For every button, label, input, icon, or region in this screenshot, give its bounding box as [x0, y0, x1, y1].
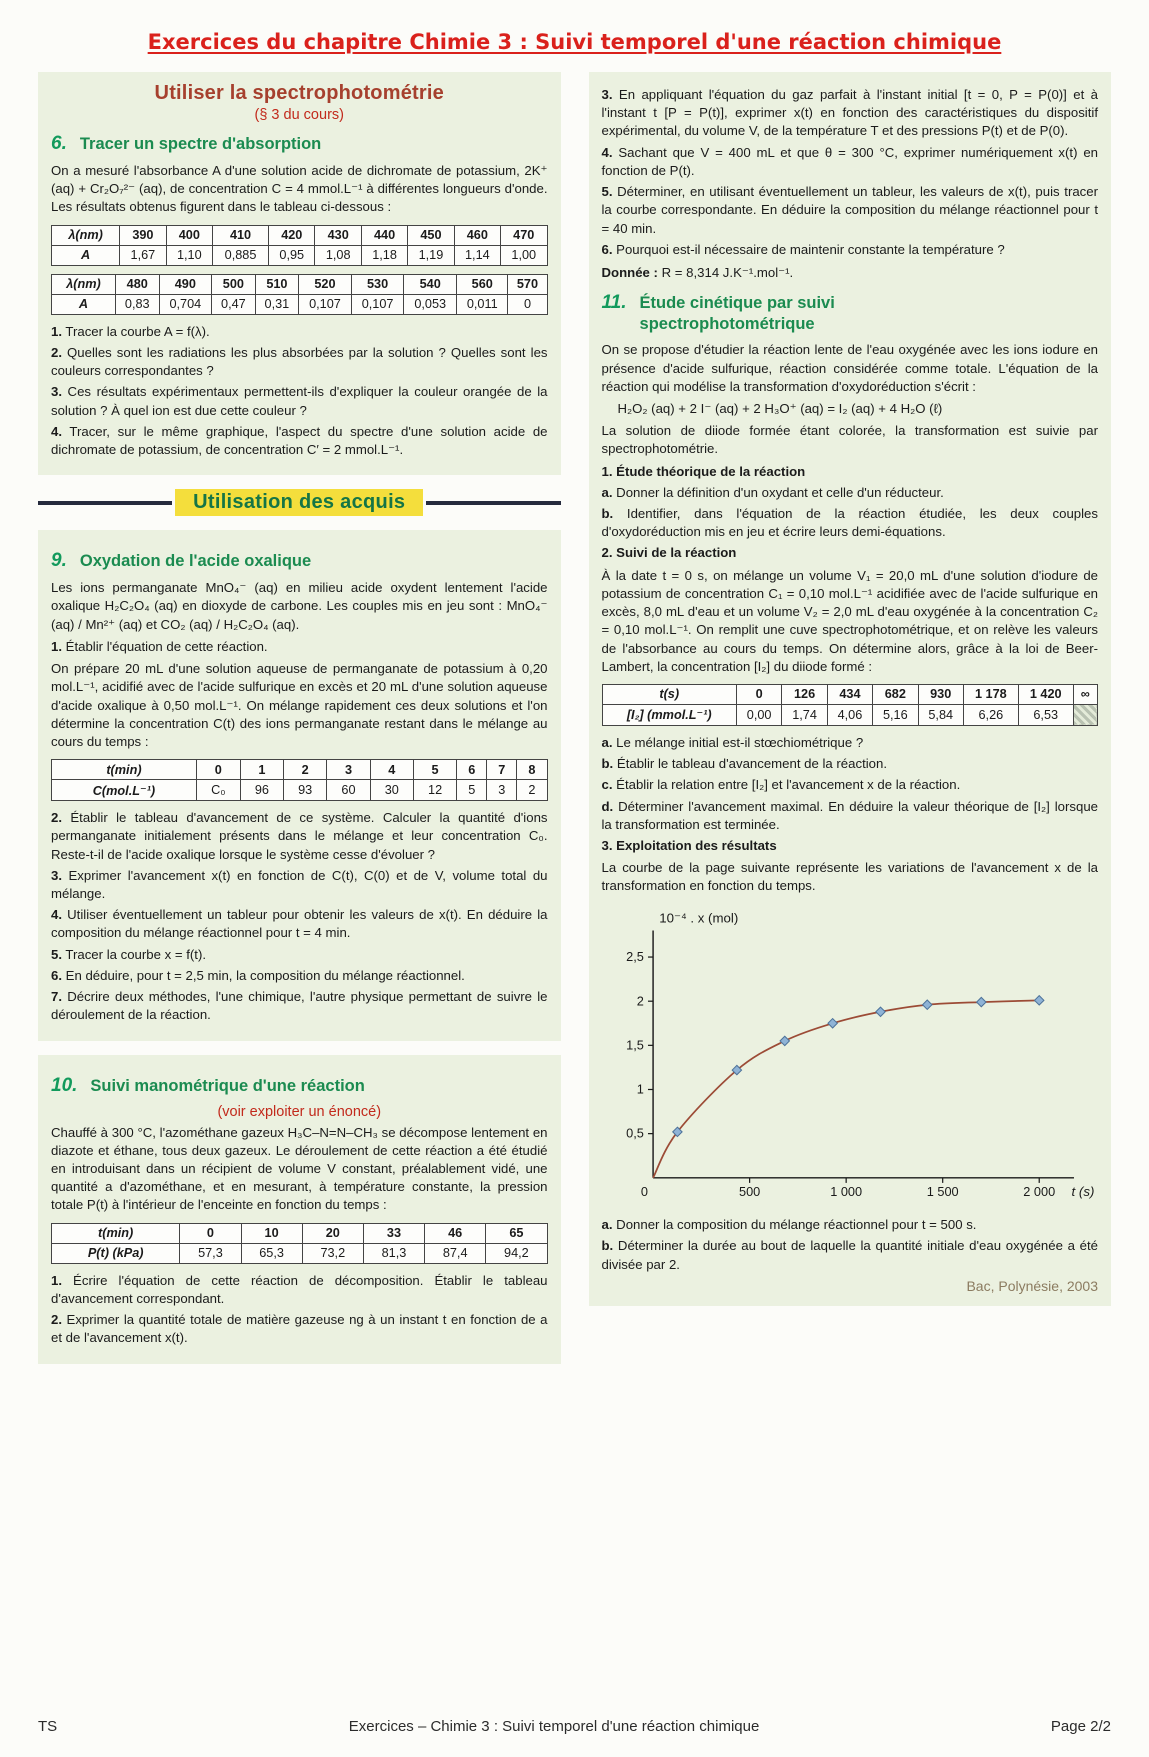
row-header-cell: A: [52, 245, 120, 265]
svg-text:2: 2: [636, 992, 644, 1008]
row-header-cell: t(min): [52, 760, 197, 780]
exercise-9-title: Oxydation de l'acide oxalique: [79, 552, 312, 571]
table-cell: 434: [827, 684, 872, 704]
section-subtitle: (§ 3 du cours): [254, 107, 344, 123]
exercise-11-part-1: [602, 463, 1099, 563]
exercise-6-intro: On a mesuré l'absorbance A d'une solution acide de dichromate de potassium, 2K⁺ (aq) + Cr₂O₇²⁻ (aq), de concentration C = 4 mmol.L⁻¹ à différentes longueurs d'onde. Les résultats obtenus figurent dans le tableau ci-dessous :: [51, 163, 548, 215]
table-cell: 930: [918, 684, 963, 704]
exercise-6-questions: [51, 323, 548, 460]
table-cell: 1,19: [408, 245, 454, 265]
question-number: 3.: [601, 838, 613, 854]
row-header-cell: C(mol.L⁻¹): [52, 780, 197, 801]
table-cell: 0: [180, 1223, 241, 1243]
table-cell: 6,53: [1018, 704, 1073, 725]
table-row: [602, 684, 1098, 704]
table-cell: C₀: [196, 780, 240, 801]
table-cell: 4: [370, 760, 413, 780]
table-cell: 1 420: [1018, 684, 1073, 704]
table-row: [52, 1243, 548, 1263]
question-item: 6. En déduire, pour t = 2,5 min, la composition du mélange réactionnel.: [51, 967, 465, 983]
right-column: [589, 72, 1112, 1320]
question-number: 3.: [51, 867, 62, 883]
exam-source: Bac, Polynésie, 2003: [966, 1277, 1098, 1294]
table-cell: 3: [487, 780, 517, 801]
exercise-11-part-2: [602, 734, 1099, 855]
row-header-cell: [I₂] (mmol.L⁻¹): [602, 704, 736, 725]
question-number: 4.: [601, 144, 613, 160]
section-exercise-9: [38, 530, 561, 1040]
question-number: 6.: [601, 241, 613, 257]
row-header-cell: λ(nm): [52, 225, 120, 245]
question-number: 2.: [51, 344, 62, 360]
table-cell: 30: [370, 780, 413, 801]
table-cell: 400: [166, 225, 212, 245]
section-header: [51, 82, 548, 123]
table-cell: 0,47: [212, 294, 256, 314]
question-item: 4. Sachant que V = 400 mL et que θ = 300 °C, exprimer numériquement x(t) en fonction de P(t).: [601, 144, 1098, 178]
table-cell: 0,053: [404, 294, 457, 314]
section-title: Utiliser la spectrophotométrie: [154, 82, 444, 104]
question-number: a.: [601, 484, 613, 500]
table-row: [52, 760, 548, 780]
table-cell: 470: [501, 225, 547, 245]
table-cell: 2: [284, 760, 327, 780]
svg-text:1: 1: [636, 1081, 644, 1097]
table-cell: 1,10: [166, 245, 212, 265]
svg-text:1 000: 1 000: [829, 1183, 862, 1199]
two-column-layout: [38, 72, 1111, 1378]
exercise-11-number: 11.: [601, 292, 627, 314]
donnee-line: [602, 264, 1099, 282]
table-cell: 3: [327, 760, 370, 780]
exercise-6-header: [51, 133, 548, 155]
table-cell: 5,84: [918, 704, 963, 725]
svg-text:2 000: 2 000: [1022, 1183, 1055, 1199]
question-item: 3. Exploitation des résultats: [601, 838, 777, 854]
exercise-10-questions-continued: [602, 86, 1099, 259]
table-row: [52, 780, 548, 801]
table-cell: 46: [425, 1223, 486, 1243]
row-header-cell: P(t) (kPa): [52, 1243, 180, 1263]
question-item: 2. Quelles sont les radiations les plus absorbées par la solution ? Quelles sont les couleurs correspondantes ?: [51, 344, 548, 379]
question-item: 4. Tracer, sur le même graphique, l'aspect du spectre d'une solution acide de dichromate de potassium, de concentration C′ = 2 mmol.L⁻¹.: [51, 423, 548, 457]
table-cell: 73,2: [302, 1243, 363, 1263]
table-cell: 20: [302, 1223, 363, 1243]
question-number: 5.: [51, 946, 62, 962]
footer-left: TS: [38, 1718, 58, 1735]
table-cell: 5: [413, 760, 456, 780]
row-header-cell: t(min): [52, 1223, 180, 1243]
footer-center: Exercices – Chimie 3 : Suivi temporel d'une réaction chimique: [348, 1718, 760, 1735]
question-item: b. Identifier, dans l'équation de la réaction étudiée, les deux couples d'oxydoréduction mis en jeu et écrire leurs demi-équations.: [601, 505, 1098, 540]
table-row: [52, 225, 548, 245]
question-number: a.: [601, 734, 613, 750]
question-item: 5. Déterminer, en utilisant éventuellement un tableur, les valeurs de x(t), puis tracer la courbe correspondante. En déduire la composition du mélange réactionnel pour t = 40 min.: [601, 184, 1098, 236]
table-cell: 500: [212, 274, 256, 294]
exercise-11-title: [640, 293, 835, 334]
question-item: c. Établir la relation entre [I₂] et l'avancement x de la réaction.: [601, 777, 961, 793]
table-cell: 390: [120, 225, 166, 245]
left-column: [38, 72, 561, 1378]
exercise-11-header: [602, 292, 1099, 334]
table-cell: 0,31: [255, 294, 299, 314]
svg-text:0: 0: [640, 1183, 648, 1199]
svg-text:500: 500: [738, 1183, 760, 1199]
table-cell: 1,67: [120, 245, 166, 265]
table-cell: 94,2: [486, 1243, 547, 1263]
right-column-block: [589, 72, 1112, 1306]
page-footer: [38, 1718, 1111, 1735]
table-cell: 0,885: [212, 245, 268, 265]
question-number: 1.: [51, 323, 62, 339]
exercise-10-intro: Chauffé à 300 °C, l'azométhane gazeux H₃C–N=N–CH₃ se décompose lentement en diazote et éthane, tous deux gazeux. Le déroulement de cette réaction a été étudié en introduisant dans un récipient de volume V constant, préalablement vidé, une quantité a d'azométhane, et en mesurant, à température constante, la pression totale P(t) à l'intérieur de l'enceinte en fonction du temps :: [51, 1124, 548, 1213]
table-cell: 420: [269, 225, 315, 245]
question-number: c.: [601, 777, 613, 793]
svg-text:0,5: 0,5: [625, 1125, 644, 1141]
table-cell: 570: [508, 274, 547, 294]
question-item: 7. Décrire deux méthodes, l'une chimique, l'autre physique permettant de suivre le déroulement de la réaction.: [51, 989, 548, 1023]
table-cell: 1,14: [454, 245, 500, 265]
row-header-cell: A: [52, 294, 116, 314]
table-cell: 7: [487, 760, 517, 780]
question-number: b.: [601, 1238, 614, 1254]
page-title: Exercices du chapitre Chimie 3 : Suivi temporel d'une réaction chimique: [147, 30, 1002, 54]
table-row: [52, 1223, 548, 1243]
exercise-11-title-line-2: spectrophotométrique: [639, 314, 815, 333]
table-cell: 0,704: [159, 294, 212, 314]
question-number: 3.: [51, 384, 62, 400]
table-cell: 81,3: [363, 1243, 424, 1263]
table-row: [52, 294, 548, 314]
question-number: 1.: [601, 463, 613, 479]
section-exercise-10: [38, 1055, 561, 1364]
exercise-11-paragraph-1: La solution de diiode formée étant colorée, la transformation est suivie par spectrophotométrie.: [601, 423, 1098, 457]
table-cell: 1,00: [501, 245, 547, 265]
exercise-9-question-1: [51, 638, 548, 656]
question-item: b. Déterminer la durée au bout de laquelle la quantité initiale d'eau oxygénée a été divisée par 2.: [601, 1238, 1098, 1272]
table-cell: 93: [284, 780, 327, 801]
table-cell: 65,3: [241, 1243, 302, 1263]
kinetics-chart: [602, 904, 1099, 1213]
table-cell: 33: [363, 1223, 424, 1243]
table-cell: 8: [517, 760, 547, 780]
row-header-cell: λ(nm): [52, 274, 116, 294]
table-cell: 0: [196, 760, 240, 780]
question-item: 1. Étude théorique de la réaction: [601, 463, 806, 479]
table-cell: 10: [241, 1223, 302, 1243]
permanganate-concentration-table: [51, 759, 548, 801]
table-cell: 0,83: [115, 294, 159, 314]
question-item: 6. Pourquoi est-il nécessaire de maintenir constante la température ?: [601, 241, 1005, 257]
chart-svg: [602, 904, 1099, 1213]
exercise-10-title: Suivi manométrique d'une réaction: [90, 1076, 365, 1095]
table-cell: 65: [486, 1223, 547, 1243]
table-cell: 57,3: [180, 1243, 241, 1263]
table-cell: 126: [782, 684, 827, 704]
diiodine-concentration-table: [602, 684, 1099, 726]
table-cell: 5: [457, 780, 487, 801]
table-cell: 682: [873, 684, 918, 704]
svg-text:2,5: 2,5: [625, 948, 644, 964]
question-number: 4.: [51, 907, 62, 923]
footer-right: Page 2/2: [1050, 1718, 1111, 1735]
question-number: 2.: [601, 545, 613, 561]
exercise-10-subtitle: (voir exploiter un énoncé): [217, 1103, 382, 1120]
question-number: 5.: [601, 184, 613, 200]
question-number: a.: [601, 1217, 613, 1233]
question-number: 3.: [601, 87, 613, 102]
question-item: 2. Exprimer la quantité totale de matière gazeuse ng à un instant t en fonction de a et de l'avancement x(t).: [51, 1312, 548, 1346]
exercise-9-questions: [51, 809, 548, 1024]
table-row: [52, 274, 548, 294]
table-cell: ∞: [1073, 684, 1097, 704]
table-cell: 12: [413, 780, 456, 801]
exercise-11-paragraph-3: La courbe de la page suivante représente les variations de l'avancement x de la transformation en fonction du temps.: [601, 860, 1098, 894]
table-cell: 0,011: [457, 294, 508, 314]
table-cell: 60: [327, 780, 370, 801]
question-item: 3. En appliquant l'équation du gaz parfait à l'instant initial [t = 0, P = P(0)] et à l'instant t [P = P(t)], exprimer x(t) en fonction des caractéristiques du dispositif expérimental, du volume V, de la température T et des pressions P(t) et de P(0).: [601, 87, 1098, 139]
svg-text:1 500: 1 500: [926, 1183, 959, 1199]
question-item: d. Déterminer l'avancement maximal. En déduire la valeur théorique de [I₂] lorsque la transformation est terminée.: [601, 798, 1098, 832]
table-cell: 460: [454, 225, 500, 245]
table-cell: 510: [255, 274, 299, 294]
question-item: a. Le mélange initial est-il stœchiométrique ?: [601, 734, 864, 750]
table-cell: 540: [404, 274, 457, 294]
question-number: 1.: [51, 638, 62, 654]
table-cell: [1073, 704, 1097, 725]
svg-text:10⁻⁴ . x (mol): 10⁻⁴ . x (mol): [658, 910, 738, 926]
table-cell: 4,06: [827, 704, 872, 725]
exercise-9-number: 9.: [51, 550, 67, 572]
question-item: b. Établir le tableau d'avancement de la réaction.: [601, 756, 887, 772]
exercise-11-intro: On se propose d'étudier la réaction lente de l'eau oxygénée avec les ions iodure en présence d'acide sulfurique, réaction considérée comme totale. L'équation de la réaction qui modélise la transformation d'oxydoréduction s'écrit :: [601, 342, 1098, 394]
exercise-9-header: [51, 550, 548, 572]
exercise-11-part-3: [602, 1216, 1099, 1274]
question-number: 7.: [51, 989, 62, 1005]
table-row: [52, 245, 548, 265]
question-item: 5. Tracer la courbe x = f(t).: [51, 946, 207, 962]
exercise-10-questions: [51, 1272, 548, 1348]
question-number: b.: [601, 756, 614, 772]
reaction-equation: H₂O₂ (aq) + 2 I⁻ (aq) + 2 H₃O⁺ (aq) = I₂ (aq) + 4 H₂O (ℓ): [617, 401, 943, 417]
question-number: 2.: [51, 1312, 62, 1328]
exercise-10-header: [51, 1075, 548, 1097]
table-cell: 1,08: [315, 245, 361, 265]
table-cell: 490: [159, 274, 212, 294]
table-cell: 450: [408, 225, 454, 245]
exercise-6-number: 6.: [51, 133, 67, 154]
svg-text:t (s): t (s): [1071, 1183, 1094, 1199]
question-number: 6.: [51, 967, 62, 983]
table-row: [602, 704, 1098, 725]
pressure-table: [51, 1223, 548, 1264]
exercise-10-number: 10.: [51, 1074, 78, 1096]
question-item: 2. Établir le tableau d'avancement de ce système. Calculer la quantité d'ions permanganate initialement présents dans le mélange et leur concentration C₀. Reste-t-il de l'acide oxalique lorsque le système cesse d'évoluer ?: [51, 810, 548, 862]
question-number: d.: [601, 798, 614, 814]
table-cell: 87,4: [425, 1243, 486, 1263]
donnee-value: R = 8,314 J.K⁻¹.mol⁻¹.: [661, 264, 794, 280]
exercise-11-title-line-1: Étude cinétique par suivi: [639, 294, 835, 313]
table-cell: 0,00: [736, 704, 781, 725]
donnee-label: Donnée :: [601, 264, 658, 280]
exercise-6-title: Tracer un spectre d'absorption: [79, 135, 322, 153]
table-cell: 440: [361, 225, 407, 245]
banner-rule-right: [426, 501, 560, 505]
acquis-banner-title: Utilisation des acquis: [175, 489, 423, 516]
table-cell: 560: [457, 274, 508, 294]
table-cell: 530: [351, 274, 404, 294]
section-utiliser-spectrophotometrie: [38, 72, 561, 475]
row-header-cell: t(s): [602, 684, 736, 704]
question-number: 1.: [51, 1272, 62, 1288]
acquis-banner: [38, 489, 561, 516]
table-cell: 5,16: [873, 704, 918, 725]
table-cell: 0: [736, 684, 781, 704]
question-item: 2. Suivi de la réaction: [601, 545, 737, 561]
table-cell: 410: [212, 225, 268, 245]
table-cell: 0,95: [269, 245, 315, 265]
question-item: 3. Exprimer l'avancement x(t) en fonction de C(t), C(0) et de V, volume total du mélange.: [51, 867, 548, 902]
table-cell: 480: [115, 274, 159, 294]
exercise-9-intro: Les ions permanganate MnO₄⁻ (aq) en milieu acide oxydent lentement l'acide oxalique H₂C₂O₄ (aq) en dioxyde de carbone. Les couples mis en jeu sont : MnO₄⁻ (aq) / Mn²⁺ (aq) et CO₂ (aq) / H₂C₂O₄ (aq).: [51, 580, 548, 632]
table-cell: 1 178: [963, 684, 1018, 704]
table-cell: 1,18: [361, 245, 407, 265]
table-cell: 1: [240, 760, 283, 780]
table-cell: 6: [457, 760, 487, 780]
table-cell: 6,26: [963, 704, 1018, 725]
table-cell: 430: [315, 225, 361, 245]
banner-rule-left: [38, 501, 172, 505]
absorbance-table-1: [51, 225, 548, 266]
question-item: 1. Tracer la courbe A = f(λ).: [51, 323, 210, 339]
table-cell: 0: [508, 294, 547, 314]
table-cell: 0,107: [299, 294, 352, 314]
question-item: 3. Ces résultats expérimentaux permettent-ils d'expliquer la couleur orangée de la solution ? À quel ion est due cette couleur ?: [51, 384, 548, 418]
absorbance-table-2: [51, 274, 548, 315]
question-item: 1. Écrire l'équation de cette réaction de décomposition. Établir le tableau d'avancement correspondant.: [51, 1272, 548, 1306]
question-item: a. Donner la définition d'un oxydant et celle d'un réducteur.: [601, 484, 944, 500]
question-number: 4.: [51, 423, 62, 439]
table-cell: 0,107: [351, 294, 404, 314]
exercise-9-paragraph: On prépare 20 mL d'une solution aqueuse de permanganate de potassium à 0,20 mol.L⁻¹, acidifié avec de l'acide sulfurique en excès et 20 mL d'une solution aqueuse d'acide oxalique à 0,50 mol.L⁻¹. On mélange rapidement ces deux solutions et l'on détermine la concentration C(t) des ions permanganate restant dans le mélange au cours du temps :: [51, 661, 548, 749]
table-cell: 520: [299, 274, 352, 294]
question-item: 4. Utiliser éventuellement un tableur pour obtenir les valeurs de x(t). En déduire la composition du mélange réactionnel pour t = 4 min.: [51, 907, 548, 941]
svg-text:1,5: 1,5: [625, 1037, 644, 1053]
table-cell: 96: [240, 780, 283, 801]
exercise-11-paragraph-2: À la date t = 0 s, on mélange un volume V₁ = 20,0 mL d'une solution d'iodure de potassium de concentration C₁ = 0,10 mol.L⁻¹ acidifiée avec de l'acide sulfurique en excès, 8,0 mL d'eau et un volume V₂ = 2,0 mL d'eau oxygénée à la concentration C₂ = 0,10 mol.L⁻¹. On remplit une cuve spectrophotométrique, et on relève les valeurs de l'absorbance au cours du temps. On détermine alors, grâce à la loi de Beer-Lambert, la concentration [I₂] du diiode formé :: [601, 567, 1098, 674]
question-number: b.: [601, 505, 614, 521]
table-cell: 1,74: [782, 704, 827, 725]
question-item: 1. Établir l'équation de cette réaction.: [51, 638, 268, 654]
question-item: a. Donner la composition du mélange réactionnel pour t = 500 s.: [601, 1217, 977, 1233]
question-number: 2.: [51, 810, 62, 826]
table-cell: 2: [517, 780, 547, 801]
